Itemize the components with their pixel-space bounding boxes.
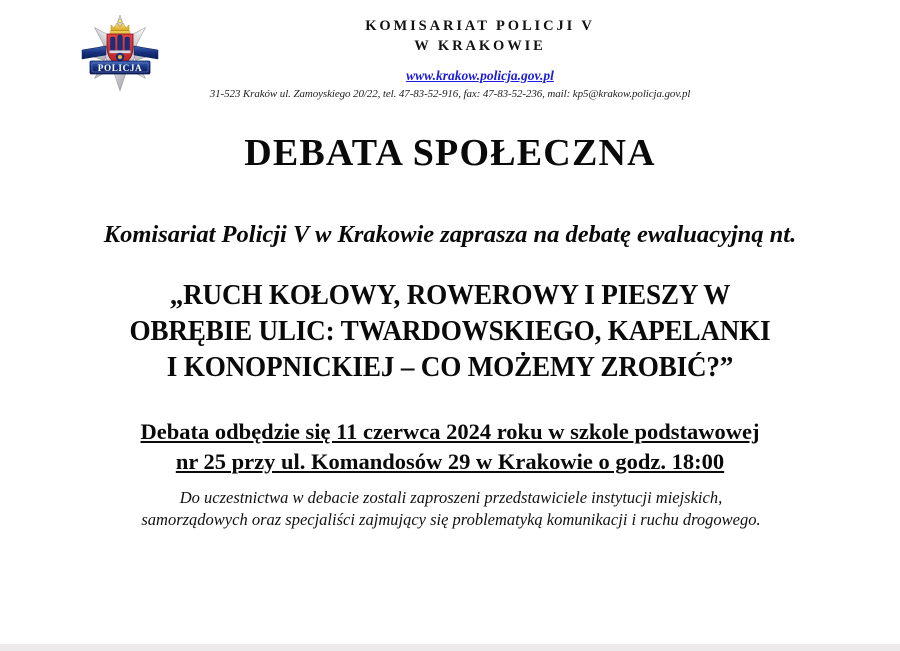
debate-topic [50, 278, 850, 386]
invitation-text: Komisariat Policji V w Krakowie zaprasza na debatę ewaluacyjną nt. [103, 221, 797, 248]
debate-datetime-line-text: Debata odbędzie się 11 czerwca 2024 roku w szkole podstawowej [140, 419, 760, 444]
organization-line-2: W KRAKOWIE [414, 38, 546, 54]
debate-topic-line: I KONOPNICKIEJ – CO MOŻEMY ZROBIĆ?” [166, 352, 734, 383]
debate-datetime-location [50, 417, 850, 477]
participants-note [70, 487, 832, 531]
organization-line-1: KOMISARIAT POLICJI V [365, 18, 595, 34]
debate-topic-line: OBRĘBIE ULIC: TWARDOWSKIEGO, KAPELANKI [129, 316, 771, 347]
website-link[interactable]: www.krakow.policja.gov.pl [406, 68, 554, 83]
page-bottom-strip [0, 644, 900, 651]
debate-location-line [50, 447, 850, 477]
debate-location-line-text: nr 25 przy ul. Komandosów 29 w Krakowie o godz. 18:00 [175, 449, 725, 474]
letterhead [0, 0, 900, 112]
svg-text:POLICJA: POLICJA [97, 63, 143, 74]
debate-datetime-line [50, 417, 850, 447]
participants-note-line: Do uczestnictwa w debacie zostali zaproszeni przedstawiciele instytucji miejskich, [179, 488, 723, 507]
participants-note-line: samorządowych oraz specjaliści zajmujący się problematyką komunikacji i ruchu drogowego. [141, 510, 761, 529]
polish-police-badge-logo [76, 12, 164, 94]
address-line: 31-523 Kraków ul. Zamoyskiego 20/22, tel. 47-83-52-916, fax: 47-83-52-236, mail: kp5@krakow.policja.gov.pl [209, 88, 691, 100]
debate-topic-line: „RUCH KOŁOWY, ROWEROWY I PIESZY W [169, 280, 731, 311]
page-title: DEBATA SPOŁECZNA [244, 132, 656, 174]
organization-header [230, 16, 730, 85]
